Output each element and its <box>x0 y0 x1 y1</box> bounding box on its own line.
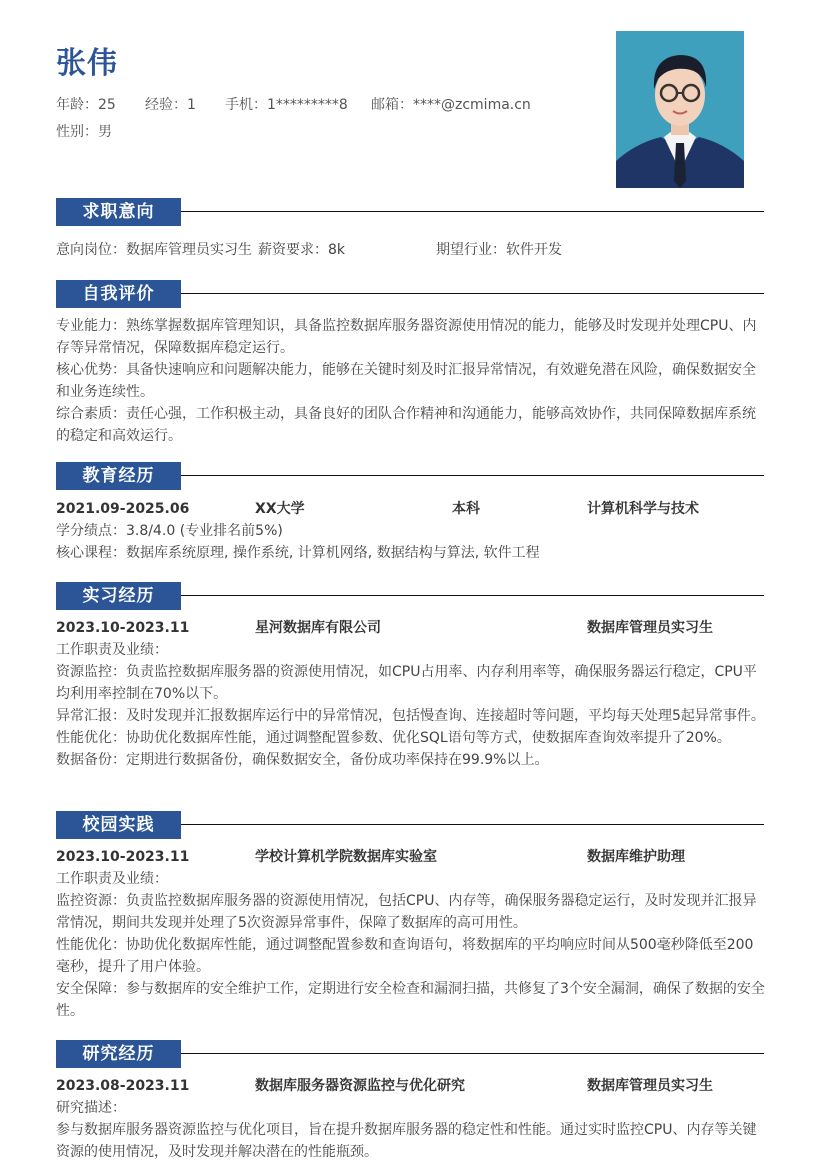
campus-content <box>56 846 766 1022</box>
experience: 经验：1 <box>145 97 196 113</box>
research-period: 2023.08-2023.11 <box>56 1078 190 1094</box>
self-eval-paragraph: 核心优势：具备快速响应和问题解决能力，能够在关键时刻及时汇报异常情况，有效避免潜在风险，确保数据安全和业务连续性。 <box>56 362 756 400</box>
internship-period: 2023.10-2023.11 <box>56 620 190 636</box>
age: 年龄：25 <box>56 97 116 113</box>
campus-line: 性能优化：协助优化数据库性能，通过调整配置参数和查询语句，将数据库的平均响应时间从500毫秒降低至200毫秒，提升了用户体验。 <box>56 937 754 975</box>
research-entry-header <box>56 1075 766 1097</box>
intent-industry: 期望行业：软件开发 <box>436 242 562 258</box>
internship-line: 工作职责及业绩： <box>56 642 168 658</box>
campus-line: 工作职责及业绩： <box>56 871 168 887</box>
intent-position: 意向岗位：数据库管理员实习生 <box>56 242 252 258</box>
internship-line: 数据备份：定期进行数据备份，确保数据安全，备份成功率保持在99.9%以上。 <box>56 752 549 768</box>
section-title: 求职意向 <box>56 198 181 226</box>
section-title: 教育经历 <box>56 462 181 490</box>
section-title: 研究经历 <box>56 1040 181 1068</box>
campus-entry-header <box>56 846 766 868</box>
section-divider <box>181 824 764 825</box>
self-eval-paragraph: 综合素质：责任心强，工作积极主动，具备良好的团队合作精神和沟通能力，能够高效协作，共同保障数据库系统的稳定和高效运行。 <box>56 406 756 444</box>
self-eval-content <box>56 315 766 447</box>
section-title: 自我评价 <box>56 280 181 308</box>
candidate-name: 张伟 <box>56 46 118 81</box>
campus-role: 数据库维护助理 <box>587 849 685 865</box>
section-header-research <box>56 1040 764 1068</box>
campus-period: 2023.10-2023.11 <box>56 849 190 865</box>
intent-salary: 薪资要求：8k <box>258 242 346 258</box>
section-title: 校园实践 <box>56 811 181 839</box>
internship-content <box>56 617 766 771</box>
section-divider <box>181 293 764 294</box>
research-line: 研究描述： <box>56 1100 126 1116</box>
education-gpa: 学分绩点：3.8/4.0 (专业排名前5%) <box>56 523 283 539</box>
section-divider <box>181 475 764 476</box>
section-header-internship <box>56 582 764 610</box>
research-project: 数据库服务器资源监控与优化研究 <box>255 1078 465 1094</box>
education-degree: 本科 <box>452 501 480 517</box>
section-header-education <box>56 462 764 490</box>
campus-org: 学校计算机学院数据库实验室 <box>255 849 437 865</box>
internship-line: 资源监控：负责监控数据库服务器的资源使用情况，如CPU占用率、内存利用率等，确保服务器运行稳定，CPU平均利用率控制在70%以下。 <box>56 664 757 702</box>
section-divider <box>181 1053 764 1054</box>
gender: 性别：男 <box>56 124 112 140</box>
education-content <box>56 498 766 564</box>
education-entry-header <box>56 498 766 520</box>
internship-role: 数据库管理员实习生 <box>587 620 713 636</box>
self-eval-paragraph: 专业能力：熟练掌握数据库管理知识，具备监控数据库服务器资源使用情况的能力，能够及时发现并处理CPU、内存等异常情况，保障数据库稳定运行。 <box>56 318 757 356</box>
campus-line: 安全保障：参与数据库的安全维护工作，定期进行安全检查和漏洞扫描，共修复了3个安全漏洞，确保了数据的安全性。 <box>56 981 765 1019</box>
gender-row <box>56 121 112 141</box>
email: 邮箱：****@zcmima.cn <box>371 97 531 113</box>
internship-entry-header <box>56 617 766 639</box>
internship-company: 星河数据库有限公司 <box>255 620 381 636</box>
profile-photo <box>616 31 744 188</box>
intent-content <box>56 239 766 261</box>
research-role: 数据库管理员实习生 <box>587 1078 713 1094</box>
section-title: 实习经历 <box>56 582 181 610</box>
portrait-image <box>616 31 744 188</box>
phone: 手机：1*********8 <box>225 97 348 113</box>
internship-line: 异常汇报：及时发现并汇报数据库运行中的异常情况，包括慢查询、连接超时等问题，平均每天处理5起异常事件。 <box>56 708 765 724</box>
section-header-self-eval <box>56 280 764 308</box>
education-school: XX大学 <box>255 501 305 517</box>
education-major: 计算机科学与技术 <box>587 501 699 517</box>
education-courses: 核心课程：数据库系统原理, 操作系统, 计算机网络, 数据结构与算法, 软件工程 <box>56 545 540 561</box>
section-header-campus <box>56 811 764 839</box>
education-period: 2021.09-2025.06 <box>56 501 190 517</box>
research-content <box>56 1075 766 1163</box>
internship-line: 性能优化：协助优化数据库性能，通过调整配置参数、优化SQL语句等方式，使数据库查询效率提升了20%。 <box>56 730 731 746</box>
campus-line: 监控资源：负责监控数据库服务器的资源使用情况，包括CPU、内存等，确保服务器稳定运行，及时发现并汇报异常情况，期间共发现并处理了5次资源异常事件，保障了数据库的高可用性。 <box>56 893 757 931</box>
section-divider <box>181 595 764 596</box>
section-header-intent <box>56 198 764 226</box>
section-divider <box>181 211 764 212</box>
research-line: 参与数据库服务器资源监控与优化项目，旨在提升数据库服务器的稳定性和性能。通过实时监控CPU、内存等关键资源的使用情况，及时发现并解决潜在的性能瓶颈。 <box>56 1122 757 1160</box>
